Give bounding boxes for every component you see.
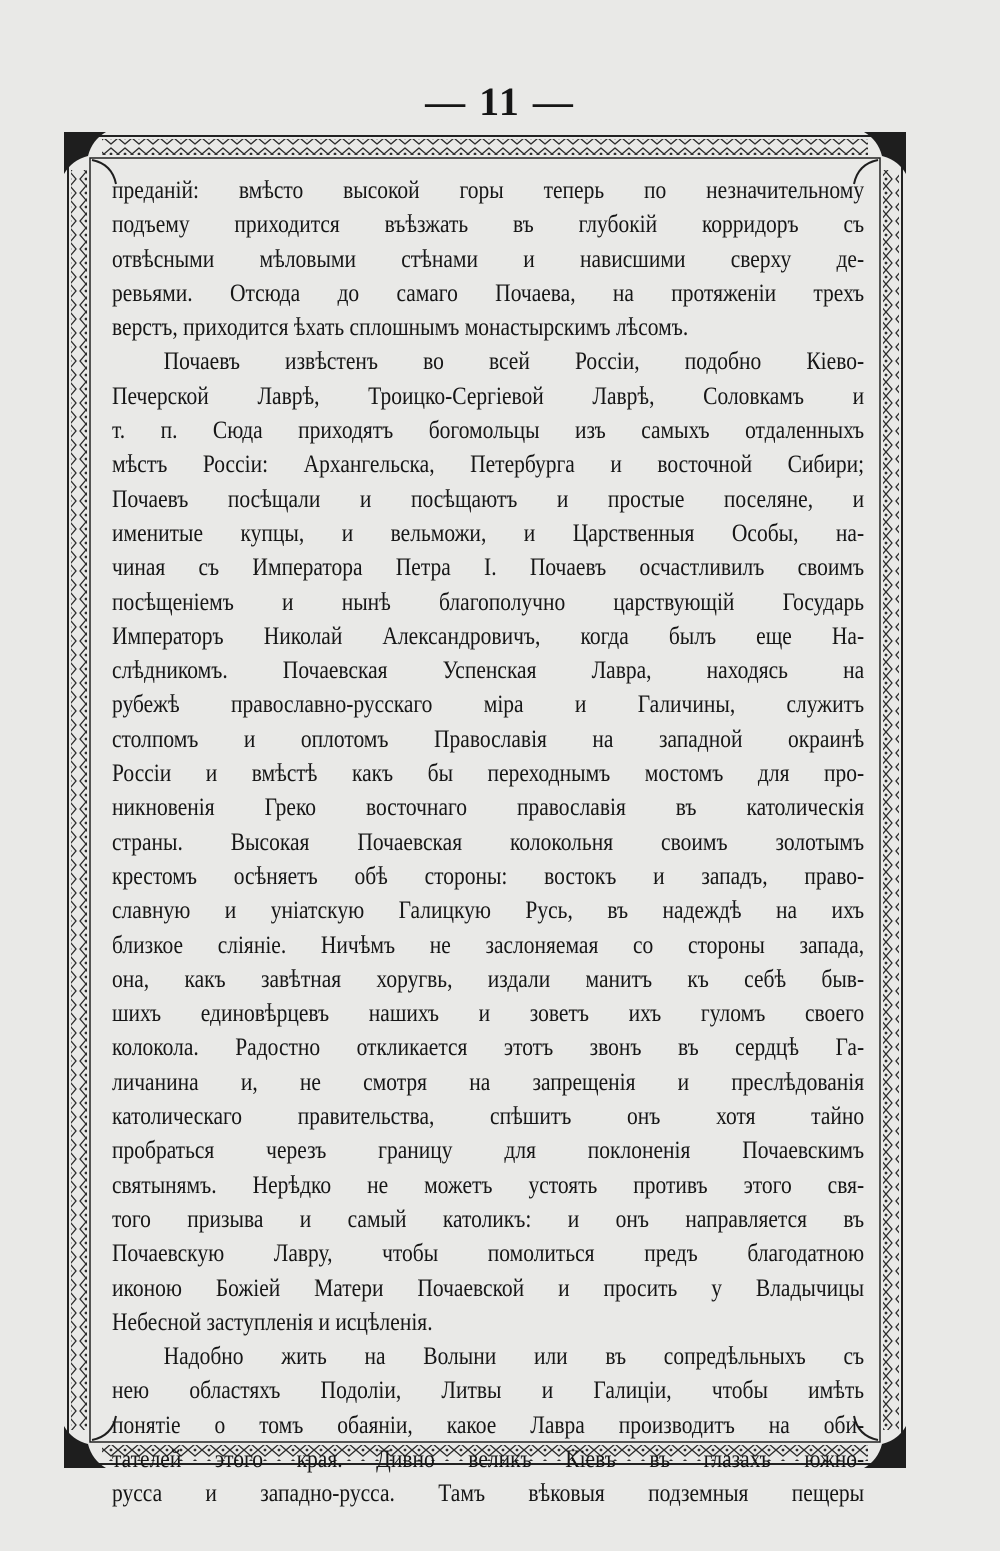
text-line: Россіи и вмѣстѣ какъ бы переходнымъ мостомъ для про-: [112, 760, 865, 788]
text-line: Почаевскую Лавру, чтобы помолиться предъ благодатною: [112, 1240, 865, 1268]
text-line: иконою Божіей Матери Почаевской и просить у Владычицы: [112, 1274, 865, 1302]
text-line: Надобно жить на Волыни или въ сопредѣльныхъ съ: [163, 1343, 865, 1371]
text-line: крестомъ осѣняетъ обѣ стороны: востокъ и западъ, право-: [112, 862, 865, 890]
text-line: верстъ, приходится ѣхать сплошнымъ монастырскимъ лѣсомъ.: [112, 314, 689, 342]
page-number: — 11 —: [425, 79, 575, 124]
text-line: Почаевъ извѣстенъ во всей Россіи, подобно Кіево-: [163, 348, 865, 376]
text-line: шихъ единовѣрцевъ нашихъ и зоветъ ихъ гуломъ своего: [112, 1000, 865, 1028]
text-line: тателей этого края. Дивно великъ Кіевъ въ глазахъ южно-: [112, 1445, 865, 1473]
text-line: Императоръ Николай Александровичъ, когда былъ еще На-: [112, 622, 865, 650]
text-line: нею областяхъ Подоліи, Литвы и Галиціи, чтобы имѣть: [112, 1377, 865, 1405]
text-line: т. п. Сюда приходятъ богомольцы изъ самыхъ отдаленныхъ: [112, 417, 865, 445]
text-line: чиная съ Императора Петра I. Почаевъ осчастливилъ своимъ: [112, 554, 865, 582]
text-line: рубежѣ православно-русскаго міра и Галичины, служитъ: [112, 691, 865, 719]
text-line: ревьями. Отсюда до самаго Почаева, на протяженіи трехъ: [112, 279, 865, 307]
text-line: католическаго правительства, спѣшитъ онъ хотя тайно: [112, 1103, 865, 1131]
text-line: понятіе о томъ обаяніи, какое Лавра производитъ на оби-: [112, 1411, 865, 1439]
text-line: пробраться черезъ границу для поклоненія Почаевскимъ: [112, 1137, 865, 1165]
text-line: отвѣсными мѣловыми стѣнами и нависшими сверху де-: [112, 245, 865, 273]
text-line: именитые купцы, и вельможи, и Царственныя Особы, на-: [112, 519, 865, 547]
text-line: столпомъ и оплотомъ Православія на западной окраинѣ: [112, 725, 865, 753]
text-line: никновенія Греко восточнаго православія въ католическія: [112, 794, 865, 822]
text-line: подъему приходится въѣзжать въ глубокій корридоръ съ: [112, 211, 865, 239]
text-line: колокола. Радостно откликается этотъ звонъ въ сердцѣ Га-: [112, 1034, 865, 1062]
text-line: она, какъ завѣтная хоругвь, издали манитъ къ себѣ быв-: [112, 965, 865, 993]
text-line: мѣстъ Россіи: Архангельска, Петербурга и восточной Сибири;: [112, 451, 865, 479]
text-line: Печерской Лаврѣ, Троицко-Сергіевой Лаврѣ, Соловкамъ и: [112, 382, 865, 410]
text-line: Небесной заступленія и исцѣленія.: [112, 1308, 433, 1336]
text-line: личанина и, не смотря на запрещенія и преслѣдованія: [112, 1068, 865, 1096]
text-line: Почаевъ посѣщали и посѣщаютъ и простые поселяне, и: [112, 485, 865, 513]
text-line: славную и уніатскую Галицкую Русь, въ надеждѣ на ихъ: [112, 897, 865, 925]
text-line: святынямъ. Нерѣдко не можетъ устоять противъ этого свя-: [112, 1171, 865, 1199]
text-line: преданій: вмѣсто высокой горы теперь по незначительному: [112, 177, 865, 204]
text-line: русса и западно-русса. Тамъ вѣковыя подземныя пещеры: [112, 1480, 865, 1508]
text-line: посѣщеніемъ и нынѣ благополучно царствующій Государь: [112, 588, 865, 616]
body-text: [112, 174, 864, 1512]
text-line: слѣдникомъ. Почаевская Успенская Лавра, находясь на: [112, 657, 865, 685]
text-line: того призыва и самый католикъ: и онъ направляется въ: [112, 1205, 865, 1233]
text-line: близкое сліяніе. Ничѣмъ не заслоняемая со стороны запада,: [112, 931, 865, 959]
text-line: страны. Высокая Почаевская колокольня своимъ золотымъ: [112, 828, 865, 856]
